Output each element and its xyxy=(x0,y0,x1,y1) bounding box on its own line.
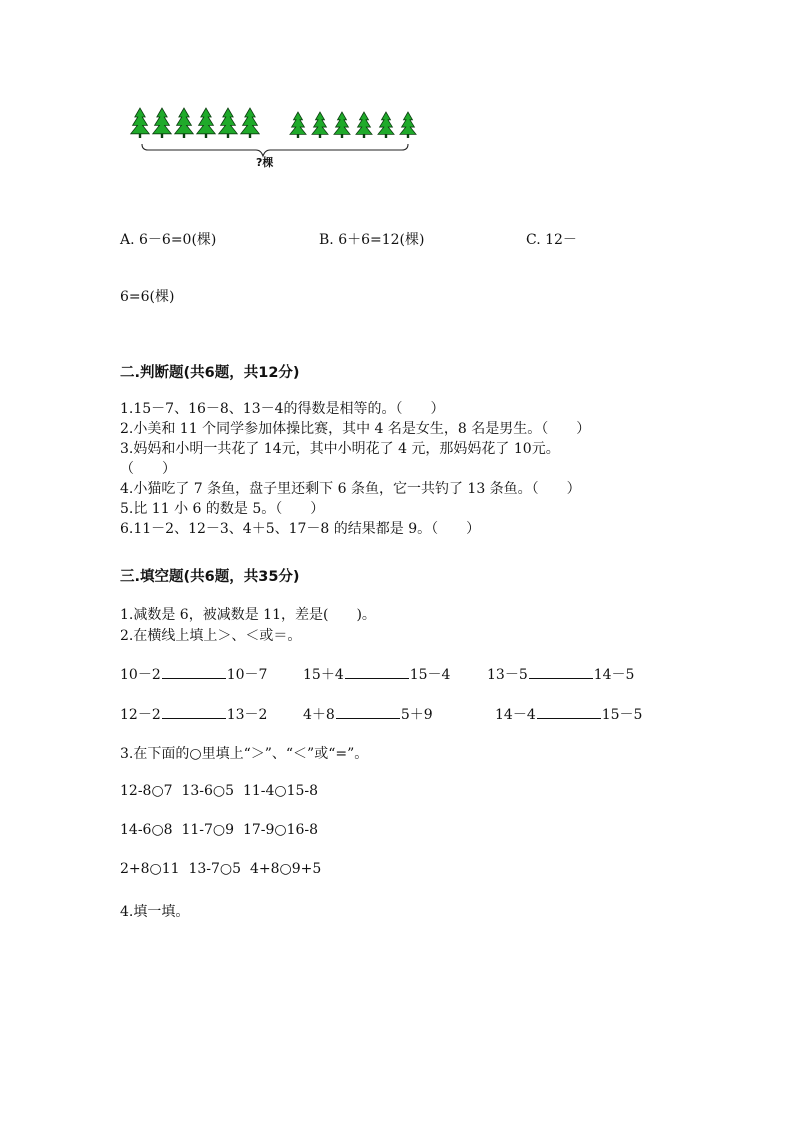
pine-tree-icon xyxy=(334,112,350,138)
pine-tree-icon xyxy=(197,108,216,138)
fill-q2: 2.在横线上填上＞、＜或＝。 xyxy=(120,628,302,644)
answer-blank[interactable] xyxy=(537,706,601,719)
compare-left: 4＋8 xyxy=(303,707,335,723)
compare-right: 15－4 xyxy=(409,667,451,683)
judge-item-4: 4.小猫吃了 7 条鱼，盘子里还剩下 6 条鱼，它一共钓了 13 条鱼。（ ） xyxy=(120,481,581,497)
answer-blank[interactable] xyxy=(162,706,226,719)
pine-tree-icon xyxy=(241,108,260,138)
fill-q3: 3.在下面的○里填上“＞”、“＜”或“=”。 xyxy=(120,746,369,762)
compare-left: 13－5 xyxy=(487,667,528,683)
judge-item-3-bracket: （ ） xyxy=(120,461,176,477)
compare-right: 15－5 xyxy=(601,707,643,723)
pine-tree-icon xyxy=(378,112,394,138)
circle-row-2: 14-6○8 11-7○9 17-9○16-8 xyxy=(120,822,319,838)
pine-tree-icon xyxy=(153,108,172,138)
choice-c[interactable]: C. 12－ xyxy=(526,232,577,248)
answer-blank[interactable] xyxy=(336,706,400,719)
judge-list xyxy=(120,399,590,539)
compare-left: 14－4 xyxy=(495,707,536,723)
pine-tree-icon xyxy=(131,108,150,138)
judge-item-1: 1.15－7、16－8、13－4的得数是相等的。（ ） xyxy=(120,401,445,417)
choice-c-continued: 6=6(棵) xyxy=(120,289,175,305)
tree-row-svg xyxy=(128,100,428,172)
fill-q1: 1.减数是 6，被减数是 11，差是( )。 xyxy=(120,607,376,623)
compare-left: 15＋4 xyxy=(303,667,344,683)
compare-right: 14－5 xyxy=(593,667,635,683)
answer-blank[interactable] xyxy=(345,666,409,679)
judge-item-6: 6.11－2、12－3、4＋5、17－8 的结果都是 9。（ ） xyxy=(120,521,481,537)
section2-heading: 二.判断题(共6题，共12分) xyxy=(120,365,300,381)
pine-tree-icon xyxy=(356,112,372,138)
tree-figure xyxy=(128,100,428,172)
fill-q4: 4.填一填。 xyxy=(120,904,190,920)
pine-tree-icon xyxy=(290,112,306,138)
judge-item-3: 3.妈妈和小明一共花了 14元，其中小明花了 4 元，那妈妈花了 10元。 xyxy=(120,441,560,457)
compare-right: 13－2 xyxy=(226,707,268,723)
answer-blank[interactable] xyxy=(529,666,593,679)
circle-row-3: 2+8○11 13-7○5 4+8○9+5 xyxy=(120,861,322,877)
compare-right: 5＋9 xyxy=(400,707,433,723)
pine-tree-icon xyxy=(219,108,238,138)
compare-left: 10－2 xyxy=(120,667,161,683)
judge-item-2: 2.小美和 11 个同学参加体操比赛，其中 4 名是女生，8 名是男生。（ ） xyxy=(120,421,591,437)
circle-row-1: 12-8○7 13-6○5 11-4○15-8 xyxy=(120,783,319,799)
pine-tree-icon xyxy=(175,108,194,138)
compare-right: 10－7 xyxy=(226,667,268,683)
judge-item-5: 5.比 11 小 6 的数是 5。（ ） xyxy=(120,501,325,517)
answer-blank[interactable] xyxy=(162,666,226,679)
brace-line xyxy=(142,144,408,156)
compare-left: 12－2 xyxy=(120,707,161,723)
choice-a[interactable]: A. 6－6=0(棵) xyxy=(120,232,217,248)
choice-b[interactable]: B. 6＋6=12(棵) xyxy=(319,232,425,248)
section3-heading: 三.填空题(共6题，共35分) xyxy=(120,569,300,585)
pine-tree-icon xyxy=(312,112,328,138)
pine-tree-icon xyxy=(400,112,416,138)
brace-label: ?棵 xyxy=(256,156,274,169)
